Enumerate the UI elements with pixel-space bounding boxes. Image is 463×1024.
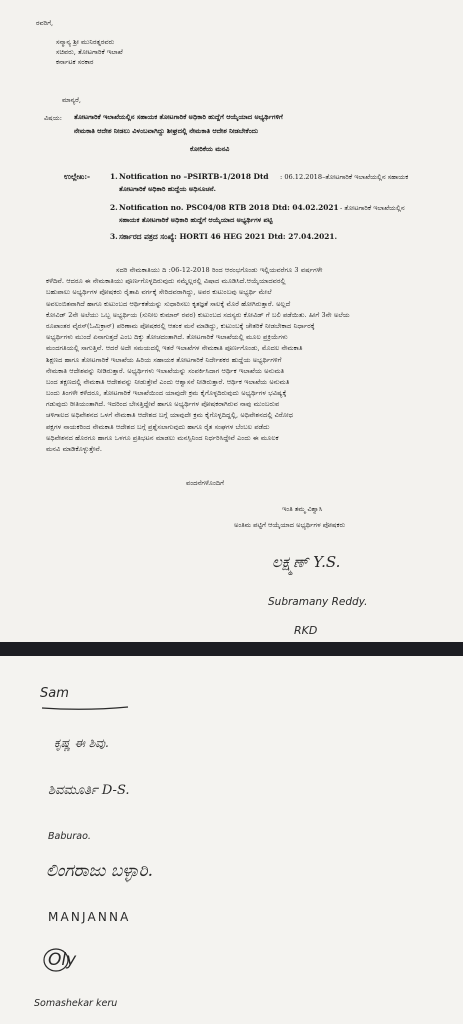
page-gap xyxy=(0,642,463,656)
body-line: ಚಳಿಗಾಲದ ಅಧಿವೇಶನದ ಒಳಗೆ ನೇಮಕಾತಿ ಆದೇಶದ ಬಗ್ಗೆ ಯಾವುದೇ ಕ್ರಮ ಕೈಗೊಳ್ಳದಿದ್ದಲ್ಲಿ, ಅಧಿವೇಶನದಲ್ಲಿ ವಿರೋಧ xyxy=(46,411,294,420)
signature-manjanna: MANJANNA xyxy=(48,910,131,924)
body-line: ಗಡುವುದು ರೀತಿಯಂತಾಗಿದೆ. ಇದರಿಂದ ಬೇಸತ್ತಿದ್ದೇವೆ ಹಾಗೂ ಅಭ್ಯರ್ಥಿಗಳ ಪೋಷಕರಾಗಿರುವ ನಾವು ಮುಂಬರುವ xyxy=(46,400,280,409)
signature-scribble: Oly xyxy=(48,950,77,970)
subject-line-2: ನೇಮಕಾತಿ ಆದೇಶ ನೀಡಲು ವಿಳಂಬವಾಗಿದ್ದು ಶೀಘ್ರದಲ್ಲಿ ನೇಮಕಾತಿ ಆದೇಶ ನೀಡಬೇಕೆಂದು xyxy=(74,127,259,135)
ref-2-line2: ಸಹಾಯಕ ತೋಟಗಾರಿಕೆ ಅಧಿಕಾರಿ ಹುದ್ದೆಗೆ ಆಯ್ಕೆಯಾದ ಅಭ್ಯರ್ಥಿಗಳ ಪಟ್ಟಿ xyxy=(119,216,273,224)
addressee-line-2: ಸಚಿವರು, ತೋಟಗಾರಿಕೆ ಇಲಾಖೆ xyxy=(56,48,123,56)
salutation: ಮಾನ್ಯರೆ, xyxy=(62,96,82,104)
signature-subramany-reddy: Subramany Reddy. xyxy=(268,596,368,608)
body-line: ಬಹುಪಾಲು ಅಭ್ಯರ್ಥಿಗಳ ಪೋಷಕರು ರೈತಾಪಿ ವರ್ಗಕ್ಕೆ ಸೇರಿದವರಾಗಿದ್ದು, ಅವರ ಕುಟುಂಬವು ಅಭ್ಯರ್ಥಿ ಮೇಲೆ xyxy=(46,288,272,297)
signature-lingaraju: ಲಿಂಗರಾಜು ಬಳ್ಳಾರಿ. xyxy=(46,861,153,881)
body-line: ಅಧಿವೇಶನದ ಹೊರಗೂ ಹಾಗೂ ಒಳಗೂ ಪ್ರತಿಭಟನ ಮಾಡಲು ಮನಸ್ಸಿನಿಂದ ನಿರ್ಧರಿಸಿದ್ದೇವೆ ಎಂದು ಈ ಮೂಲಕ xyxy=(46,433,279,442)
signature-sam-text: Sam xyxy=(40,686,69,701)
subject-label: ವಿಷಯ: xyxy=(44,114,63,122)
ref-1-num: 1. xyxy=(110,172,118,181)
letter-page-2 xyxy=(0,656,463,1024)
ref-3-num: 3. xyxy=(110,232,118,241)
signatory-label: ಅಂತಿಮ ಪಟ್ಟಿಗೆ ಆಯ್ಕೆಯಾದ ಅಭ್ಯರ್ಥಿಗಳ ಪೋಷಕರು xyxy=(234,521,346,529)
letter-body xyxy=(46,265,431,455)
signature-scribble-loop xyxy=(42,946,72,974)
body-line: ಬಂದ ತಕ್ಷಣದಲ್ಲಿ ನೇಮಕಾತಿ ಆದೇಶವನ್ನು ನೀಡುತ್ತೇವೆ ಎಂದು ಆಶ್ವಾಸನೆ ನೀಡಿರುತ್ತಾರೆ. ಆರ್ಥಿಕ ಇಲಾಖೆಯ ಅನುಮತಿ xyxy=(46,377,290,386)
signature-rkd: RKD xyxy=(294,624,318,637)
closing-line: ಇಂತಿ ತಮ್ಮ ವಿಶ್ವಾಸಿ xyxy=(282,505,323,513)
ref-2-num: 2. xyxy=(110,203,118,212)
subject-tail: ಕೋರಿಕೆಯ ಮನವಿ xyxy=(190,145,230,153)
body-line: ಅಭ್ಯರ್ಥಿಗಳು ಮುಂದೆ ಏನಾಗುತ್ತದೆ ಎಂಬ ದಿಕ್ಕು ತೋಚದಂತಾಗಿದೆ. ತೋಟಗಾರಿಕೆ ಇಲಾಖೆಯಲ್ಲಿ ಮೂಲ ಪ್ರಕ್ರಿಯೆಗಳು xyxy=(46,333,288,342)
ref-2-rest: - ತೋಟಗಾರಿಕೆ ಇಲಾಖೆಯಲ್ಲಿನ xyxy=(340,204,405,212)
reference-label: ಉಲ್ಲೇಖ:- xyxy=(64,172,91,181)
signature-krishna: ಕೃಷ್ಣ ಈ ಶಿವು. xyxy=(54,736,109,750)
addressee-line-3: ಕರ್ನಾಟಕ ಸರಕಾರ xyxy=(56,58,94,66)
signature-lakshman: ಲಕ್ಷ್ಮಣ್ Y.S. xyxy=(272,553,341,571)
addressee-line-1: ಸನ್ಮಾನ್ಯ ಶ್ರೀ ಮುನಿರತ್ನರವರು xyxy=(56,38,115,46)
body-line: ರೂಪಾಂತರ ವೈರಸ್(ಓಮಿಕ್ರಾನ್) ಪರಿಣಾಮ ಪೋಷಕರಲ್ಲಿ ಆತಂಕ ಮನೆ ಮಾಡಿದ್ದು, ಕುಟುಂಬಕ್ಕೆ ಚೇತರಿಕೆ ನೀಡಬೇಕಾದ ನಿರ್ಧಾರಕ್ಕೆ xyxy=(46,321,315,330)
signature-underline xyxy=(40,705,130,711)
body-line: ಸದರಿ ನೇಮಕಾತಿಯು ದಿ :06-12-2018 ರಿಂದ ಆರಂಭಗೊಂಡು ಇಲ್ಲಿಯವರೆಗೂ 3 ವರ್ಷಗಳೇ xyxy=(116,266,323,274)
body-line: ಅವಲಂಬಿತವಾಗಿದೆ ಹಾಗೂ ಕುಟುಂಬದ ಆರ್ಥಿಕತೆಯನ್ನು ಸುಧಾರಿಸಲು ಕೃತಜ್ಞತೆ ಸಾಲಕ್ಕೆ ಮೊರೆ ಹೋಗಿರುತ್ತಾರೆ. ಅಲ್ಲದೆ xyxy=(46,299,291,308)
ref-1-code: Notification no –PSIRTB-1/2018 Dtd xyxy=(119,172,269,181)
to-line: ರವರಿಗೆ, xyxy=(36,19,54,27)
subject-line-1: ತೋಟಗಾರಿಕೆ ಇಲಾಖೆಯಲ್ಲಿನ ಸಹಾಯಕ ತೋಟಗಾರಿಕೆ ಅಧಿಕಾರಿ ಹುದ್ದೆಗೆ ಆಯ್ಕೆಯಾದ ಅಭ್ಯರ್ಥಿಗಳಿಗೆ xyxy=(74,113,283,121)
ref-1-rest: : 06.12.2018–ತೋಟಗಾರಿಕೆ ಇಲಾಖೆಯಲ್ಲಿನ ಸಹಾಯಕ xyxy=(280,173,409,181)
signature-baburao: Baburao. xyxy=(48,831,91,842)
signature-shivamurthy: ಶಿವಮೂರ್ತಿ D-S. xyxy=(48,783,130,798)
body-line: ಕಳೆದಿವೆ. ಆದರೂ ಈ ನೇಮಕಾತಿಯು ಪೂರ್ಣಗೊಳ್ಳದಿರುವುದು ನಮ್ಮೆಲ್ಲರಲ್ಲಿ ವಿಷಾದ ಮೂಡಿಸಿದೆ.ಆಯ್ಕೆಯಾದವರಲ್ಲಿ xyxy=(46,277,286,286)
body-line: ಬಂದು ತಿಂಗಳೇ ಕಳೆದರೂ, ತೋಟಗಾರಿಕೆ ಇಲಾಖೆಯಿಂದ ಯಾವುದೇ ಕ್ರಮ ಕೈಗೊಳ್ಳದಿರುವುದು ಅಭ್ಯರ್ಥಿಗಳ ಭವಿಷ್ಯಕ್ಕೆ xyxy=(46,389,287,398)
body-line: ನೇಮಕಾತಿ ಆದೇಶವನ್ನು ನೀಡಿರುತ್ತಾರೆ. ಅಭ್ಯರ್ಥಿಗಳು ಇಲಾಖೆಯನ್ನು ಸಂಪರ್ಕಿಸಿದಾಗ ಆರ್ಥಿಕ ಇಲಾಖೆಯ ಅನುಮತಿ xyxy=(46,366,285,375)
body-line: ಪಕ್ಷಗಳ ನಾಯಕರಿಂದ ನೇಮಕಾತಿ ಆದೇಶದ ಬಗ್ಗೆ ಪ್ರಶ್ನೆಸಲಾಗುವುದು ಹಾಗೂ ರೈತ ಸಂಘಗಳ ಬೆಂಬಲ ಪಡೆದು xyxy=(46,422,270,431)
ref-3-code: ಸರ್ಕಾರದ ಪತ್ರದ ಸಂಖ್ಯೆ: HORTI 46 HEG 2021 Dtd: 27.04.2021. xyxy=(119,232,338,241)
body-line: ಮನವಿ ಮಾಡಿಕೊಳ್ಳುತ್ತೇವೆ. xyxy=(46,445,103,453)
ref-2-code: Notification no. PSC04/08 RTB 2018 Dtd: 04.02.2021 xyxy=(119,203,339,212)
body-line: ಕೋವಿಡ್ 2ನೇ ಅಲೆಯು ಒಬ್ಬ ಅಭ್ಯರ್ಥಿಯ (ಸುನೀಲ ಕುಮಾರ್ ರವರ) ಕುಟುಂಬದ ಸದಸ್ಯರು ಕೋವಿಡ್ ಗೆ ಬಲಿ ಪಡೆಯಿತು. ಹೀಗೆ 3ನೇ ಅಲೆಯ xyxy=(46,310,350,319)
signature-somashekar: Somashekar keru xyxy=(34,998,118,1009)
ref-1-line2: ತೋಟಗಾರಿಕೆ ಅಧಿಕಾರಿ ಹುದ್ದೆಯ ಅಧಿಸೂಚನೆ. xyxy=(119,185,216,193)
body-line: ಶಿಕ್ಷಣದ ಹಾಗೂ ತೋಟಗಾರಿಕೆ ಇಲಾಖೆಯ ಹಿರಿಯ ಸಹಾಯಕ ತೋಟಗಾರಿಕೆ ನಿರ್ದೇಶಕರ ಹುದ್ದೆಯ ಅಭ್ಯರ್ಥಿಗಳಿಗೆ xyxy=(46,355,282,364)
thanks-line: ವಂದನೆಗಳೊಂದಿಗೆ xyxy=(186,479,224,487)
signature-sam xyxy=(40,686,69,701)
body-line: ಮಂದಗತಿಯಲ್ಲಿ ಸಾಗುತ್ತಿವೆ. ಆದರೆ ಅದೇ ಸಮಯದಲ್ಲಿ ಇತರೆ ಇಲಾಖೆಗಳ ನೇಮಕಾತಿ ಪೂರ್ಣಗೊಂಡು, ಮೊದಲ ನೇಮಕಾತಿ xyxy=(46,344,303,353)
